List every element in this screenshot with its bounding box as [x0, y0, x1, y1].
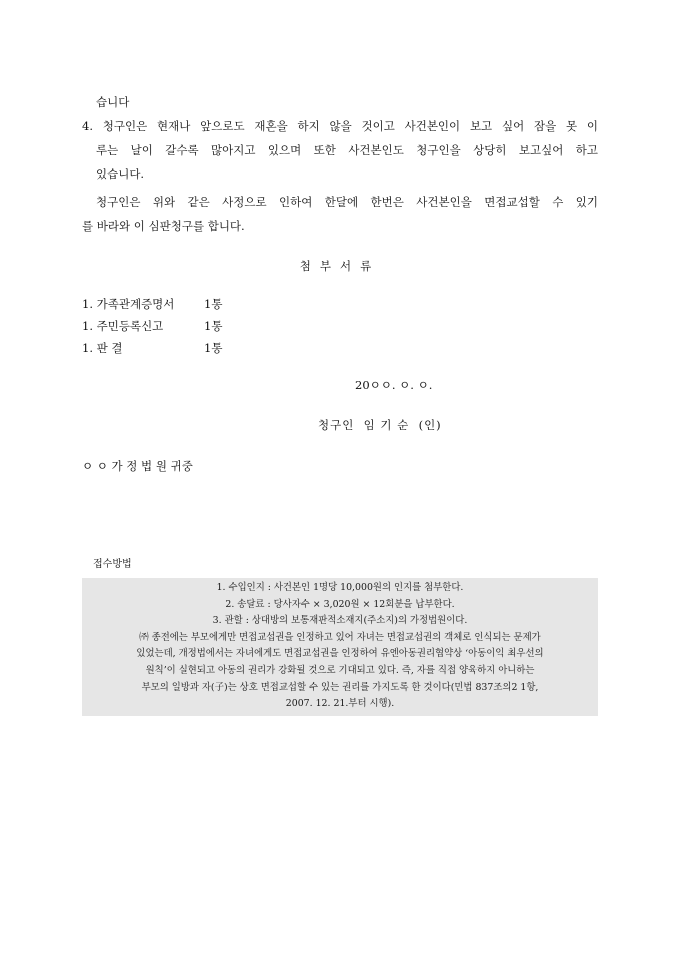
- item4-line1: 4. 청구인은 현재나 앞으로도 재혼을 하지 않을 것이고 사건본인이 보고 싶어 잠을 못 이: [82, 119, 598, 133]
- notice-line: 2007. 12. 21.부터 시행).: [285, 698, 395, 710]
- filing-date: 20ㅇㅇ. ㅇ. ㅇ.: [355, 378, 433, 392]
- closing-paragraph: [82, 190, 598, 238]
- attachment-item: [82, 315, 382, 337]
- closing-line2: 를 바라와 이 심판청구를 합니다.: [82, 219, 245, 233]
- attachment-label: 1. 판 결: [82, 341, 123, 355]
- notice-line: 있었는데, 개정법에서는 자녀에게도 면접교섭권을 인정하여 유엔아동권리협약상 ‘아동이익 최우선의: [136, 648, 544, 660]
- attachment-count: 1통: [204, 297, 223, 311]
- body-line-continuation: 습니다: [96, 95, 130, 109]
- notice-line: 3. 관할 : 상대방의 보통재판적소재지(주소지)의 가정법원이다.: [212, 615, 468, 627]
- applicant-signature: 청구인 임 기 순 (인): [318, 418, 442, 432]
- notice-line: 원칙’이 실현되고 아동의 권리가 강화될 것으로 기대되고 있다. 즉, 자를 직접 양육하지 아니하는: [145, 664, 535, 676]
- attachment-label: 1. 가족관계증명서: [82, 297, 175, 311]
- item4-line3: 있습니다.: [96, 167, 145, 181]
- notice-line: 1. 수입인지 : 사건본인 1명당 10,000원의 인지를 첨부한다.: [216, 582, 464, 593]
- notice-line: 2. 송달료 : 당사자수 × 3,020원 × 12회분을 납부한다.: [225, 598, 455, 610]
- notice-box: [82, 578, 598, 716]
- attachment-count: 1통: [204, 319, 223, 333]
- body-text: [82, 90, 598, 186]
- attachments-heading: 첨부서류: [299, 259, 381, 273]
- notice-title: 접수방법: [93, 559, 132, 570]
- attachment-item: [82, 293, 382, 315]
- attachment-count: 1통: [204, 341, 223, 355]
- attachment-label: 1. 주민등록신고: [82, 319, 164, 333]
- closing-line1: 청구인은 위와 같은 사정으로 인하여 한달에 한번은 사건본인을 면접교섭할 수 있기: [96, 195, 598, 209]
- attachments-list: [82, 293, 382, 359]
- notice-line: 부모의 일방과 자(子)는 상호 면접교섭할 수 있는 권리를 가지도록 한 것이다(민법 837조의2 1항,: [141, 681, 539, 693]
- notice-line: ㈜ 종전에는 부모에게만 면접교섭권을 인정하고 있어 자녀는 면접교섭권의 객체로 인식되는 문제가: [139, 631, 541, 643]
- court-addressee: ㅇ ㅇ 가 정 법 원 귀중: [82, 459, 193, 473]
- attachment-item: [82, 337, 382, 359]
- item4-line2: 루는 날이 갈수록 많아지고 있으며 또한 사건본인도 청구인을 상당히 보고싶어 하고: [96, 143, 598, 157]
